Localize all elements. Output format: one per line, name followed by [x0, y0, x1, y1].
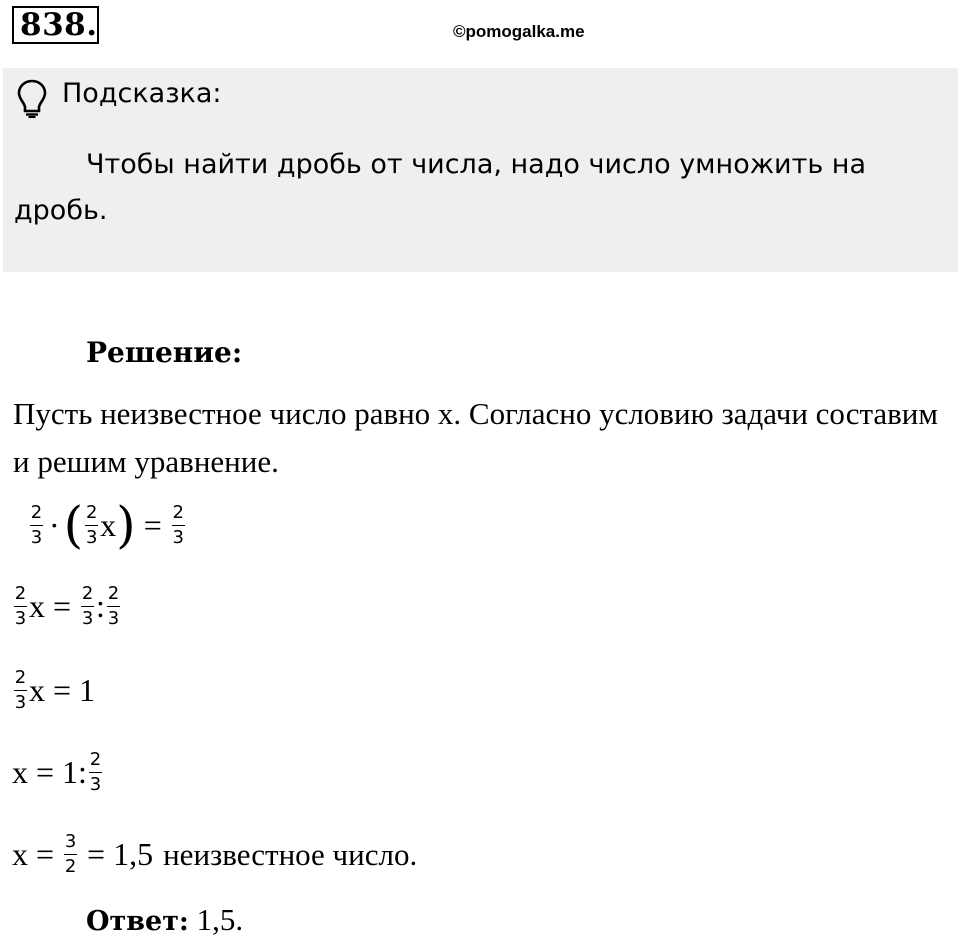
multiply-sign: · — [49, 506, 60, 543]
equals-sign: = — [143, 506, 162, 543]
equation-line-1 — [28, 496, 187, 554]
equals-sign: = — [87, 836, 106, 872]
hint-text: Чтобы найти дробь от числа, надо число умножить на дробь. — [14, 149, 867, 226]
equation-line-4 — [12, 750, 104, 795]
answer-value: 1,5. — [196, 902, 244, 937]
equals-sign: = — [53, 588, 72, 624]
left-paren: ( — [63, 496, 84, 554]
rhs-value: 1 — [79, 672, 96, 708]
fraction: $\frac{2}{3}$ — [85, 501, 98, 548]
result-value: 1,5 — [113, 836, 154, 872]
fraction: $\frac{2}{3}$ — [172, 501, 184, 548]
variable: x — [29, 588, 45, 624]
fraction: $\frac{2}{3}$ — [81, 583, 94, 629]
solution-title: Решение: — [86, 336, 243, 369]
answer-label: Ответ: — [86, 906, 189, 937]
right-paren: ) — [116, 496, 136, 554]
problem-number: 838. — [12, 6, 99, 44]
fraction: $\frac{2}{3}$ — [30, 501, 43, 548]
variable: x — [29, 672, 45, 708]
variable: x — [12, 836, 28, 872]
equation-line-5 — [12, 832, 417, 877]
equals-sign: = — [36, 754, 55, 790]
fraction: $\frac{3}{2}$ — [64, 831, 77, 877]
site-watermark: ©pomogalka.me — [453, 22, 585, 41]
divide-sign: : — [78, 754, 87, 790]
divide-sign: : — [96, 588, 105, 624]
fraction: $\frac{2}{3}$ — [14, 667, 27, 713]
variable: x — [12, 754, 28, 790]
equation-line-3 — [12, 668, 95, 713]
result-description: неизвестное число. — [163, 836, 418, 872]
fraction: $\frac{2}{3}$ — [89, 749, 102, 795]
fraction: $\frac{2}{3}$ — [14, 583, 27, 629]
solution-paragraph: Пусть неизвестное число равно x. Согласно условию задачи составим и решим уравнение. — [13, 396, 938, 479]
fraction: $\frac{2}{3}$ — [107, 583, 120, 629]
variable: x — [100, 506, 117, 543]
lightbulb-icon — [15, 78, 49, 118]
answer-line — [86, 902, 243, 938]
equation-line-2 — [12, 584, 122, 629]
one-value: 1 — [62, 754, 79, 790]
equals-sign: = — [53, 672, 72, 708]
equals-sign: = — [36, 836, 55, 872]
hint-title: Подсказка: — [62, 78, 222, 109]
